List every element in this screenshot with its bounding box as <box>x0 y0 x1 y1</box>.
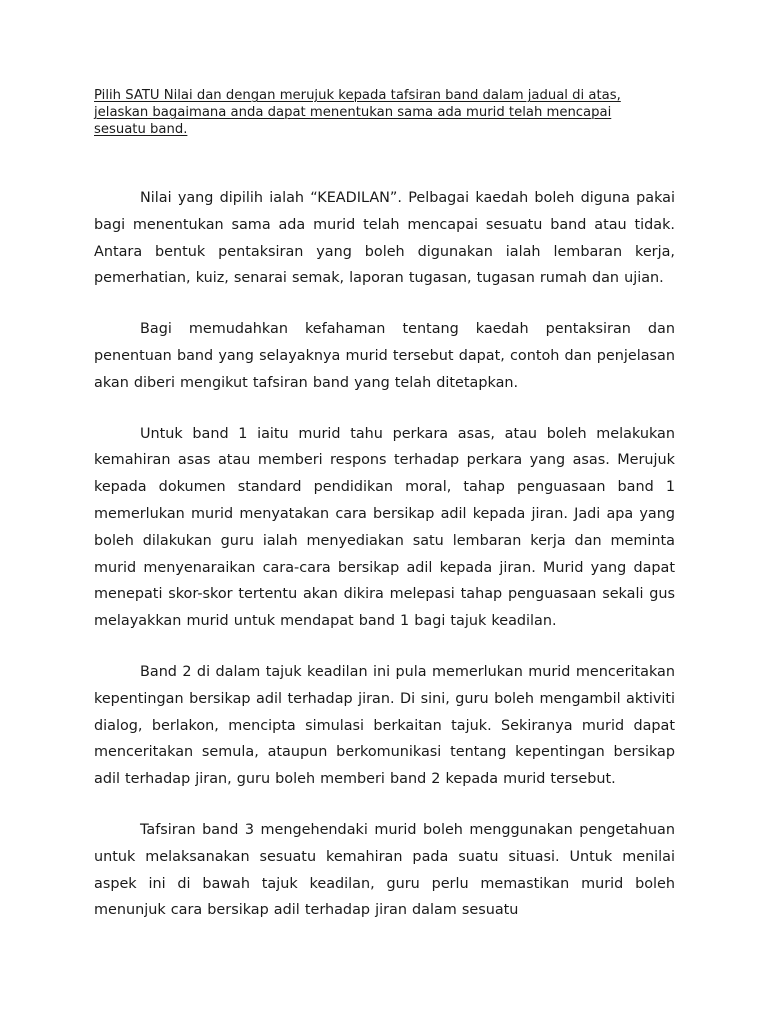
question-line: Pilih SATU Nilai dan dengan merujuk kepada tafsiran band dalam jadual di atas, <box>94 88 621 103</box>
paragraph-band-2: Band 2 di dalam tajuk keadilan ini pula memerlukan murid menceritakan kepentingan bersikap adil terhadap jiran. Di sini, guru boleh mengambil aktiviti dialog, berlakon, mencipta simulasi berkaitan tajuk. Sekiranya murid dapat menceritakan semula, ataupun berkomunikasi tentang kepentingan bersikap adil terhadap jiran, guru boleh memberi band 2 kepada murid tersebut. <box>94 663 675 788</box>
question-line: sesuatu band. <box>94 122 188 137</box>
question-line: jelaskan bagaimana anda dapat menentukan sama ada murid telah mencapai <box>94 105 612 120</box>
question-prompt <box>94 87 674 138</box>
paragraph-explanation: Bagi memudahkan kefahaman tentang kaedah pentaksiran dan penentuan band yang selayaknya murid tersebut dapat, contoh dan penjelasan akan diberi mengikut tafsiran band yang telah ditetapkan. <box>94 321 675 391</box>
paragraph-band-3: Tafsiran band 3 mengehendaki murid boleh menggunakan pengetahuan untuk melaksanakan sesuatu kemahiran pada suatu situasi. Untuk menilai aspek ini di bawah tajuk keadilan, guru perlu memastikan murid boleh menunjuk cara bersikap adil terhadap jiran dalam sesuatu <box>94 821 675 919</box>
paragraph-band-1: Untuk band 1 iaitu murid tahu perkara asas, atau boleh melakukan kemahiran asas atau memberi respons terhadap perkara yang asas. Merujuk kepada dokumen standard pendidikan moral, tahap penguasaan band 1 memerlukan murid menyatakan cara bersikap adil kepada jiran. Jadi apa yang boleh dilakukan guru ialah menyediakan satu lembaran kerja dan meminta murid menyenaraikan cara-cara bersikap adil kepada jiran. Murid yang dapat menepati skor-skor tertentu akan dikira melepasi tahap penguasaan sekali gus melayakkan murid untuk mendapat band 1 bagi tajuk keadilan. <box>94 425 675 630</box>
answer-body <box>94 185 675 924</box>
paragraph-intro: Nilai yang dipilih ialah “KEADILAN”. Pelbagai kaedah boleh diguna pakai bagi menentukan sama ada murid telah mencapai sesuatu band atau tidak. Antara bentuk pentaksiran yang boleh digunakan ialah lembaran kerja, pemerhatian, kuiz, senarai semak, laporan tugasan, tugasan rumah dan ujian. <box>94 190 675 287</box>
